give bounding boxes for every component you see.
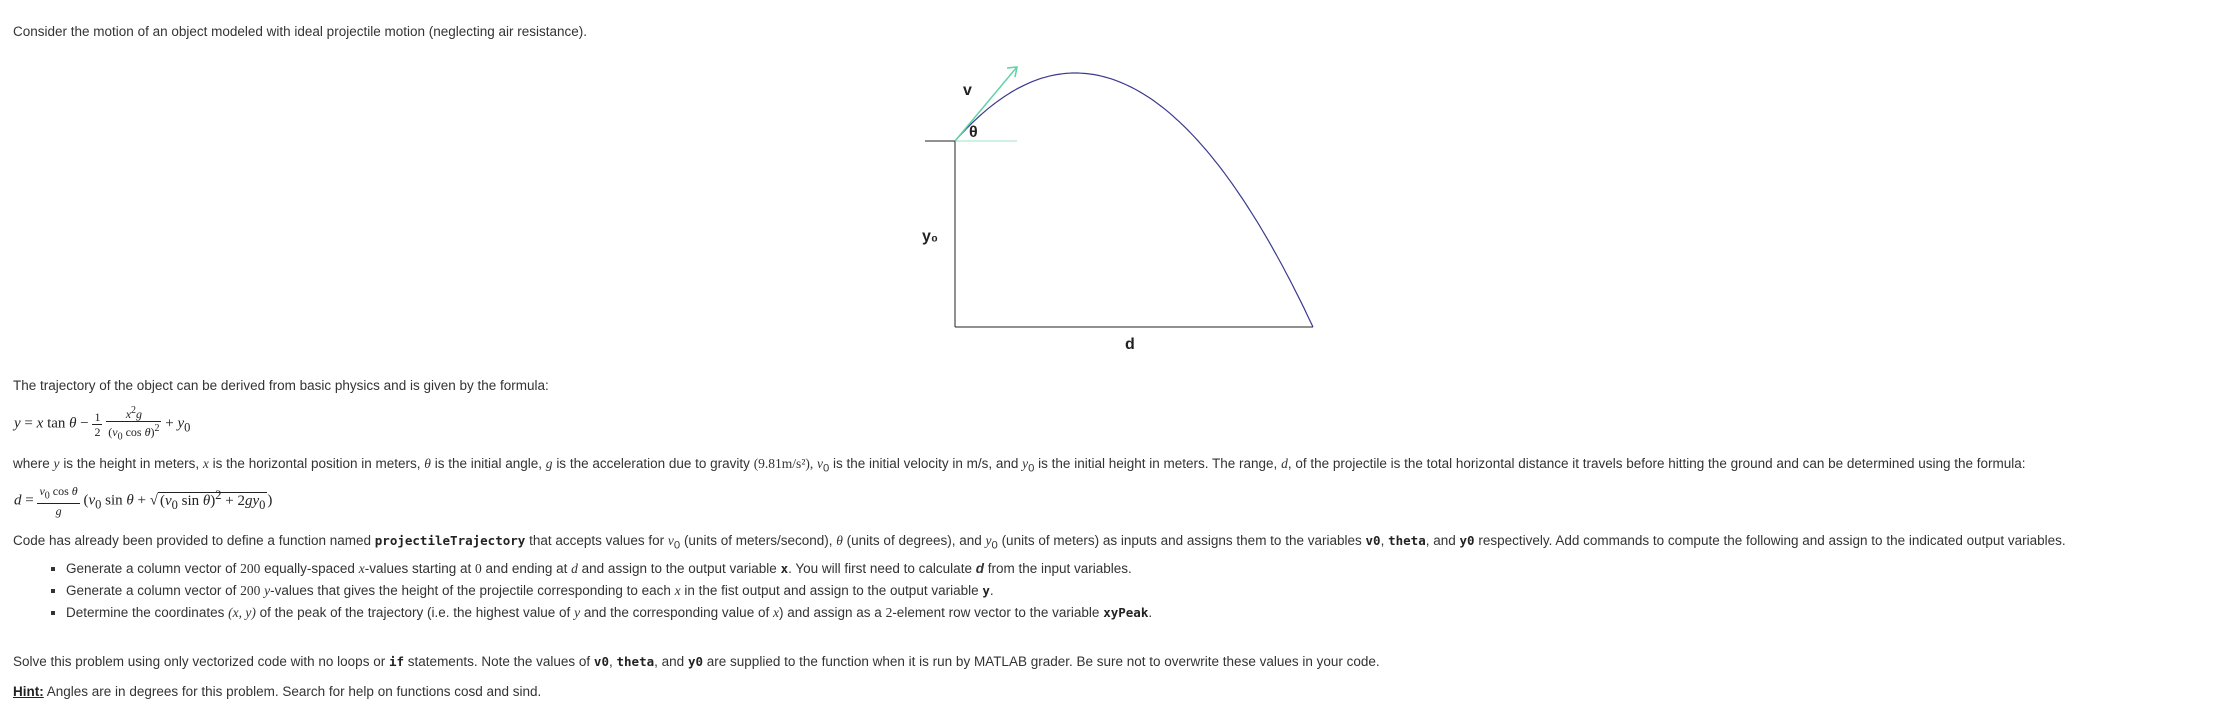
trajectory-curve (955, 73, 1313, 327)
code-description: Code has already been provided to define a function named projectileTrajectory that accepts values for $v_0$ (units of meters/second), θ (units of degrees), and $y_0$ (units of meters) as inputs and assigns them to the variables v0, theta, and y0 respectively. Add commands to compute the following and assign to the indicated output variables. (13, 533, 2066, 552)
projectile-diagram (915, 55, 1335, 355)
hint-line (13, 684, 541, 699)
solve-instructions: Solve this problem using only vectorized code with no loops or if statements. Note the values of v0, theta, and y0 are supplied to the function when it is run by MATLAB grader. Be sure not to overwrite these values in your code. (13, 654, 1380, 669)
label-d: d (1125, 336, 1135, 353)
list-item: ▪ Determine the coordinates (x, y) of the peak of the trajectory (i.e. the highest value of y and the corresponding value of x) and assign as a 2-element row vector to the variable xyPeak. (66, 602, 1152, 624)
list-item: ▪ Generate a column vector of 200 y-values that gives the height of the projectile corresponding to each x in the fist output and assign to the output variable y. (66, 580, 1152, 602)
label-y0: y₀ (922, 228, 939, 245)
function-name: projectileTrajectory (374, 533, 526, 548)
trajectory-equation: y = x tan θ − $\frac{1}{2}$ $\frac{x^2g}{(v_0 \cos \theta)^2}$ + $y_0$ (14, 405, 191, 443)
velocity-arrow (955, 67, 1017, 141)
list-item: ▪ Generate a column vector of 200 equally-spaced x-values starting at 0 and ending at d and assign to the output variable x. You will first need to calculate d from the input variables. (66, 558, 1152, 580)
trajectory-intro: The trajectory of the object can be derived from basic physics and is given by the formula: (13, 378, 549, 393)
intro-text: Consider the motion of an object modeled with ideal projectile motion (neglecting air resistance). (13, 24, 588, 39)
label-theta: θ (969, 124, 978, 141)
where-text: where y is the height in meters, x is the horizontal position in meters, θ is the initial angle, g is the acceleration due to gravity (9.81m/s²), $v_0$ is the initial velocity in m/s, and $y_0$ is the initial height in meters. The range, d, of the projectile is the total horizontal distance it travels before hitting the ground and can be determined using the formula: (13, 456, 2026, 475)
hint-text: Angles are in degrees for this problem. Search for help on functions cosd and sind. (46, 684, 542, 699)
hint-label: Hint: (13, 684, 44, 699)
task-list (28, 558, 1152, 624)
label-v: v (963, 82, 972, 99)
range-equation: d = $\frac{v_0 \cos \theta}{g}$ ($v_0$ sin θ + √ ($v_0$ $\sin \theta)^2 + 2gy_0$ ) (14, 484, 273, 519)
